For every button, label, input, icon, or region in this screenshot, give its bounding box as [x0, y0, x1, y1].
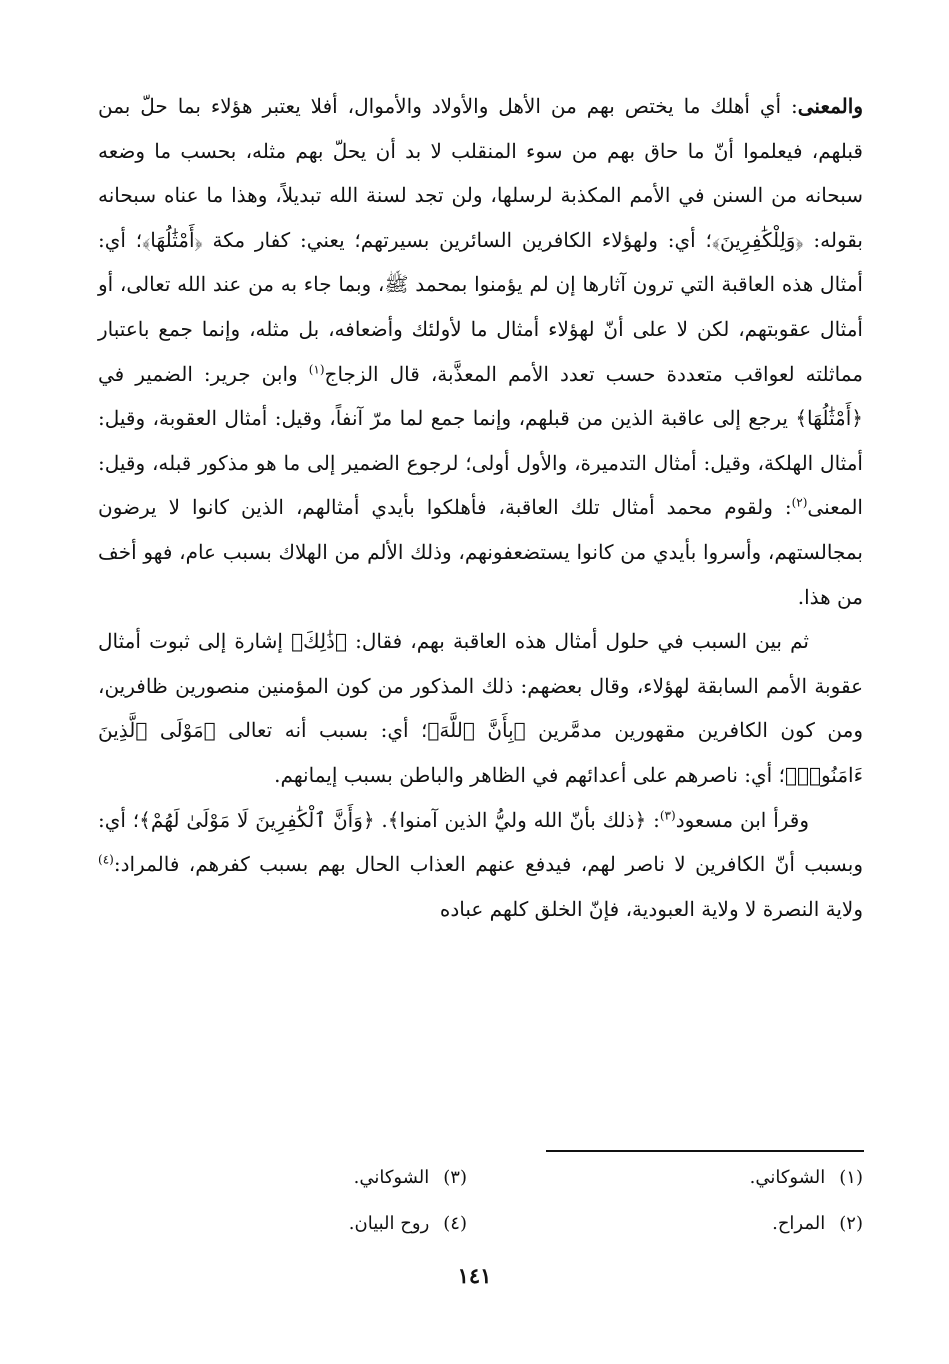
footnote-number: (٣) — [443, 1167, 467, 1188]
footnote-ref-4: (٤) — [98, 852, 114, 867]
paragraph-3-part-2: : ﴿ذلك بأنّ الله وليُّ الذين آمنوا﴾. ﴿وَأَنَّ ٱلْكَٰفِرِينَ لَا مَوْلَىٰ لَهُمْ﴾؛ أي: وبسبب أنّ الكافرين لا ناصر لهم، فيدفع عنهم العذاب الحال بهم بسبب كفرهم، فالمراد: — [98, 807, 864, 877]
body-text — [98, 84, 863, 931]
footnote-number: (١) — [839, 1167, 863, 1188]
footnote-ref-2: (٢) — [791, 495, 808, 510]
footnote-1 — [750, 1166, 863, 1190]
footnote-ref-1: (١) — [308, 361, 325, 376]
paragraph-3-part-3: ولاية النصرة لا ولاية العبودية، فإنّ الخلق كلهم عباده — [439, 896, 863, 921]
paragraph-3-part-1: وقرأ ابن مسعود — [675, 807, 809, 832]
footnote-divider — [546, 1150, 864, 1152]
footnote-text: الشوكاني. — [353, 1167, 430, 1188]
paragraph-3 — [98, 798, 863, 932]
footnote-2 — [772, 1212, 863, 1236]
footnote-4 — [349, 1212, 467, 1236]
footnote-number: (٢) — [839, 1213, 863, 1234]
footnote-text: المراح. — [772, 1213, 826, 1234]
footnote-text: روح البيان. — [348, 1213, 430, 1234]
footnote-text: الشوكاني. — [749, 1167, 826, 1188]
page-number: ١٤١ — [457, 1263, 492, 1288]
footnote-ref-3: (٣) — [659, 807, 676, 822]
paragraph-1-part-2: وابن جرير: الضمير في ﴿أَمْثَٰلُهَا﴾ يرجع إلى عاقبة الذين من قبلهم، وإنما جمع لما مرّ آنفاً، وقيل: أمثال العقوبة، وقيل: أمثال الهلكة، وقيل: أمثال التدميرة، والأول أولى؛ لرجوع الضمير إلى ما هو مذكور قبله، وقيل: المعنى — [98, 361, 863, 520]
footnote-3 — [354, 1166, 467, 1190]
lead-word: والمعنى — [797, 94, 863, 118]
paragraph-1-part-3: : ولقوم محمد أمثال تلك العاقبة، فأهلكوا بأيدي أمثالهم، الذين كانوا لا يرضون بمجالستهم، وأسروا بأيدي من كانوا يستضعفونهم، وذلك الألم من الهلاك بسبب عام، فهو أخف من هذا. — [98, 495, 863, 609]
footnote-number: (٤) — [443, 1213, 467, 1234]
paragraph-1 — [98, 84, 863, 619]
paragraph-1-part-1: : أي أهلك ما يختص بهم من الأهل والأولاد والأموال، أفلا يعتبر هؤلاء بما حلّ بمن قبلهم، فيعلموا أنّ ما حاق بهم من سوء المنقلب لا بد أن يحلّ بهم مثله، بحسب ما وضعه سبحانه من السنن في الأمم المكذبة لرسلها، ولن تجد لسنة الله تبديلاً، وهذا ما عناه سبحانه بقوله: ﴿وَلِلْكَٰفِرِينَ﴾؛ أي: ولهؤلاء الكافرين السائرين بسيرتهم؛ يعني: كفار مكة ﴿أَمْثَٰلُهَا﴾؛ أي: أمثال هذه العاقبة التي ترون آثارها إن لم يؤمنوا بمحمد ﷺ، وبما جاء به من عند الله تعالى، أو أمثال عقوبتهم، لكن لا على أنّ لهؤلاء أمثال ما لأولئك وأضعافه، بل مثله، وإنما جمع باعتبار مماثلته لعواقب متعددة حسب تعدد الأمم المعذَّبة، قال الزجاج — [98, 94, 863, 386]
paragraph-2: ثم بين السبب في حلول أمثال هذه العاقبة بهم، فقال: ﴿ذَٰلِكَ﴾ إشارة إلى ثبوت أمثال عقوبة الأمم السابقة لهؤلاء، وقال بعضهم: ذلك المذكور من كون المؤمنين منصورين ظافرين، ومن كون الكافرين مقهورين مدمَّرين ﴿بِأَنَّ ٱللَّهَ﴾؛ أي: بسبب أنه تعالى ﴿مَوْلَى ٱلَّذِينَ ءَامَنُوا۟﴾؛ أي: ناصرهم على أعدائهم في الظاهر والباطن بسبب إيمانهم. — [98, 629, 863, 787]
